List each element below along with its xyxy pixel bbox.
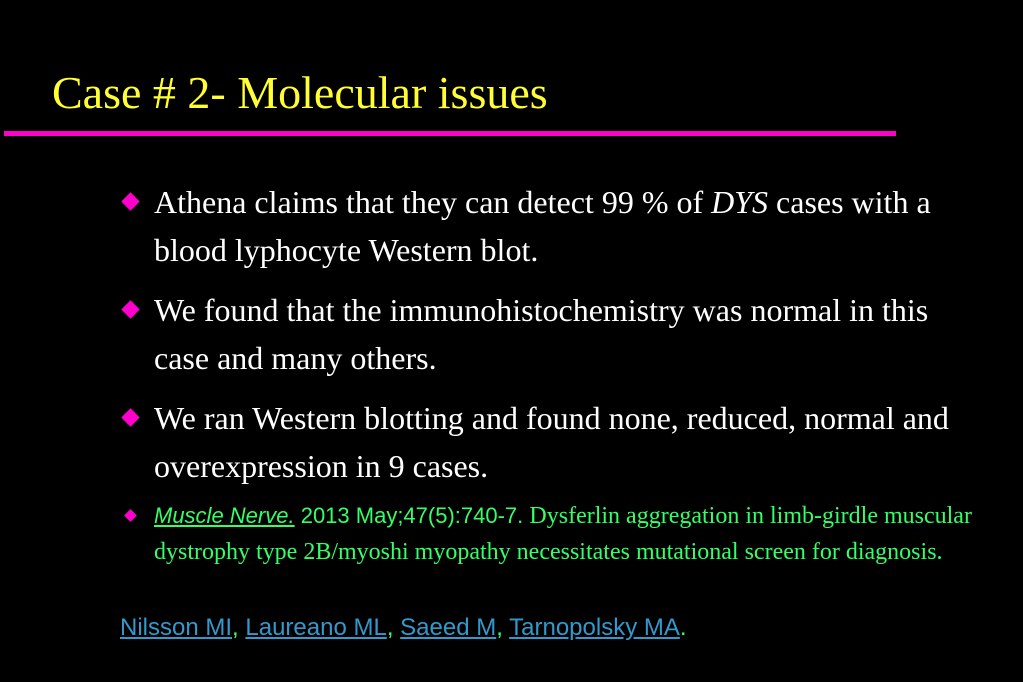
- author-link[interactable]: Saeed M: [400, 614, 497, 641]
- bullet-text-italic: DYS: [711, 184, 769, 220]
- journal-link[interactable]: Muscle Nerve.: [154, 503, 295, 528]
- author-separator: ,: [386, 614, 401, 641]
- diamond-bullet-icon: [121, 192, 139, 210]
- reference-item: [120, 498, 980, 570]
- diamond-bullet-icon: [121, 300, 139, 318]
- bullet-item: [120, 286, 980, 382]
- author-separator: ,: [496, 614, 510, 641]
- bullet-list: [120, 178, 980, 570]
- bullet-item: [120, 178, 980, 274]
- title-divider: [4, 131, 896, 136]
- bullet-text-part: Athena claims that they can detect 99 % of: [154, 184, 712, 220]
- author-separator: ,: [232, 614, 246, 641]
- author-separator: .: [679, 614, 687, 641]
- reference-citation: 2013 May;47(5):740-7.: [294, 503, 530, 528]
- author-link[interactable]: Nilsson MI: [120, 614, 233, 641]
- bullet-text: We ran Western blotting and found none, reduced, normal and overexpression in 9 cases.: [154, 400, 949, 484]
- diamond-bullet-icon: [124, 509, 137, 522]
- author-link[interactable]: Tarnopolsky MA: [509, 614, 680, 641]
- bullet-item: [120, 394, 980, 490]
- bullet-text: [154, 184, 931, 268]
- bullet-text-part: cases with a blood lyphocyte Western blot.: [154, 184, 931, 268]
- reference-article-title: Dysferlin aggregation in limb-girdle muscular dystrophy type 2B/myoshi myopathy necessitates mutational screen for diagnosis.: [154, 503, 972, 565]
- diamond-bullet-icon: [121, 408, 139, 426]
- author-list: [120, 612, 687, 644]
- bullet-text: We found that the immunohistochemistry was normal in this case and many others.: [154, 292, 929, 376]
- author-link[interactable]: Laureano ML: [245, 614, 387, 641]
- slide-title: Case # 2- Molecular issues: [52, 67, 548, 118]
